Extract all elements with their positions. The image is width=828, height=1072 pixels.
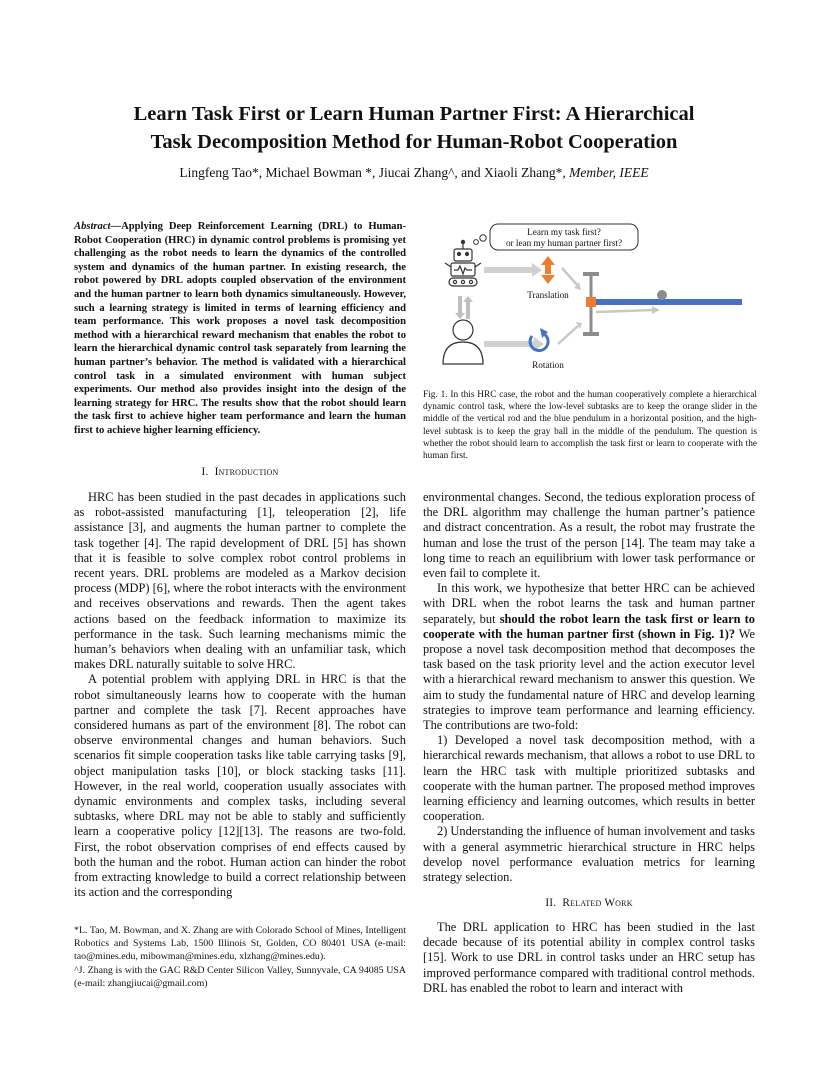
intro-paragraph-2: A potential problem with applying DRL in HRC is that the robot simultaneously learns how to cooperate with the human partner and complete the task [7]. Recent approaches have considered humans as part of the environment [8]. The robot can observe environmental changes and human behaviors. Such scenarios fit simple cooperation tasks like table carrying tasks [9], object manipulation tasks [10], or block stacking tasks [11]. However, in the real world, cooperation usually associates with dynamic environments and complex tasks, including several subtasks, where DRL may not be able to stably and sufficiently learn a cooperative policy [12][13]. The reasons are two-fold. First, the robot observation comprises of end effects caused by both the human and the robot. Human action can hinder the robot from extracting knowledge to build a correct relationship between its action and the corresponding <box>74 672 406 900</box>
intro-paragraph-3: environmental changes. Second, the tedious exploration process of the DRL algorithm may challenge the human partner’s patience and distract concentration. As a result, the robot may frustrate the human and lose the trust of the person [14]. The team may take a long time to reach an equilibrium with lower task performance or even fail to complete it. <box>423 490 755 581</box>
research-question: should the robot learn the task first or learn to cooperate with the human partner first (shown in Fig. 1)? <box>423 611 755 641</box>
contribution-1: 1) Developed a novel task decomposition method, with a hierarchical rewards mechanism, that allows a robot to use DRL to learn the HRC task with multiple prioritized subtasks and cooperate with the human partner. The proposed method improves learning efficiency and learning outcomes, which results in better cooperation. <box>423 733 755 824</box>
intro-left-column <box>74 490 406 900</box>
gray-ball <box>657 290 667 300</box>
blue-pendulum <box>590 299 742 305</box>
robot-arrow <box>484 263 542 277</box>
robot-icon <box>445 240 481 286</box>
abstract-text: —Applying Deep Reinforcement Learning (DRL) to Human-Robot Cooperation (HRC) in dynamic control problems is promising yet challenging as the robot needs to learn the dynamics of the controlled system and dynamics of the human partner. In existing research, the robot powered by DRL adopts coupled observation of the environment and the human partner to learn both dynamics simultaneously. However, such a learning strategy is limited in terms of learning efficiency and team performance. This work proposes a novel task decomposition method with a hierarchical reward mechanism that enables the robot to learn the hierarchical dynamic control task separately from learning the human partner’s behavior. The method is validated with a hierarchical control task in a simulated environment with human subject experiments. Our method also provides insight into the design of the learning strategy for HRC. The results show that the robot should learn the task first to achieve higher team performance and learn the human first to achieve higher learning efficiency. <box>74 221 406 436</box>
author-names: Lingfeng Tao*, Michael Bowman *, Jiucai Zhang^, and Xiaoli Zhang*, <box>179 165 570 180</box>
bubble-line-2: or lean my human partner first? <box>505 238 623 248</box>
figure-1-caption: Fig. 1. In this HRC case, the robot and the human cooperatively complete a hierarchical dynamic control task, where the low-level subtasks are to keep the orange slider in the middle of the vertical rod and the blue pendulum in a horizontal position, and the high-level subtask is to keep the gray ball in the middle of the pendulum. The question is whether the robot should learn to accomplish the task first or learn to cooperate with the human first. <box>423 390 757 462</box>
thought-dot-medium <box>480 235 486 241</box>
paper-title <box>60 100 768 156</box>
footnote-affiliation-2: ^J. Zhang is with the GAC R&D Center Silicon Valley, Sunnyvale, CA 94085 USA (e-mail: zhangjiucai@gmail.com) <box>74 964 406 989</box>
bubble-line-1: Learn my task first? <box>527 227 601 237</box>
interaction-arrows-icon <box>455 296 473 319</box>
title-line-2: Task Decomposition Method for Human-Robot Cooperation <box>150 131 678 153</box>
intro-paragraph-1: HRC has been studied in the past decades in applications such as robot-assisted manufacturing [1], teleoperation [2], life assistance [3], and augments the human partner to complete the task together [4]. The rapid development of DRL [5] has shown that it is feasible to solve complex robot control problems in recent years. DRL problems are modeled as a Markov decision process (MDP) [6], where the robot interacts with the environment and receives observations and rewards. Then the agent takes actions based on the feedback information to maximize its performance in the task. Such learning mechanisms mimic the human’s behaviors when dealing with an unfamiliar task, which makes DRL naturally suitable to solve HRC. <box>74 490 406 672</box>
figure-1 <box>430 218 760 378</box>
p4-end: We propose a novel task decomposition method that decomposes the task based on the task priority level and the action executor level with a hierarchical reward mechanism to answer this question. We aim to study the fundamental nature of HRC and develop learning strategies to improve team performance and learning efficiency. The contributions are two-fold: <box>423 626 755 733</box>
thought-dot-small <box>474 240 479 245</box>
section-number: I. <box>201 466 209 478</box>
footnote-affiliation-1: *L. Tao, M. Bowman, and X. Zhang are with Colorado School of Mines, Intelligent Robotics and Systems Lab, 1500 Illinois St, Golden, CO 80401 USA (e-mail: tao@mines.edu, mibowman@mines.edu, xlzhang@mines.edu). <box>74 925 406 963</box>
human-icon <box>443 320 483 364</box>
abstract-lead: Abstract <box>74 221 111 232</box>
intro-paragraph-4 <box>423 581 755 733</box>
intro-right-column <box>423 490 755 885</box>
translation-label: Translation <box>527 290 569 300</box>
translation-link-arrow <box>562 268 578 286</box>
footnotes <box>74 924 406 990</box>
contribution-2: 2) Understanding the influence of human involvement and tasks with a general asymmetric hierarchical structure in HRC helps develop novel performance evaluation metrics for learning strategy selection. <box>423 824 755 885</box>
section-heading-introduction <box>74 466 406 478</box>
title-line-1: Learn Task First or Learn Human Partner First: A Hierarchical <box>133 103 695 125</box>
author-membership: Member, IEEE <box>569 165 649 180</box>
related-paragraph-1: The DRL application to HRC has been studied in the last decade because of its potential ability in complex control tasks [15]. Work to use DRL in control tasks under an HRC setup has improved performance compared with traditional control methods. DRL has enabled the robot to learn and interact with <box>423 920 755 995</box>
related-work-column <box>423 920 755 996</box>
ball-link-arrowhead <box>652 306 660 314</box>
p4-start: In this work, we hypothesize that better HRC can be achieved with DRL when the robot learns the task and human partner separately, but <box>423 581 755 626</box>
section-title: Introduction <box>214 466 279 478</box>
translation-arrow-icon <box>541 256 555 284</box>
figure-1-diagram <box>430 218 760 378</box>
orange-slider <box>586 297 596 307</box>
section-heading-related-work <box>423 897 755 909</box>
author-line <box>60 164 768 182</box>
ball-link-arrow <box>596 310 652 312</box>
abstract <box>74 220 406 438</box>
section-title: Related Work <box>562 897 633 909</box>
section-number: II. <box>545 897 557 909</box>
rotation-link-arrow <box>558 326 578 344</box>
rotation-label: Rotation <box>532 360 564 370</box>
